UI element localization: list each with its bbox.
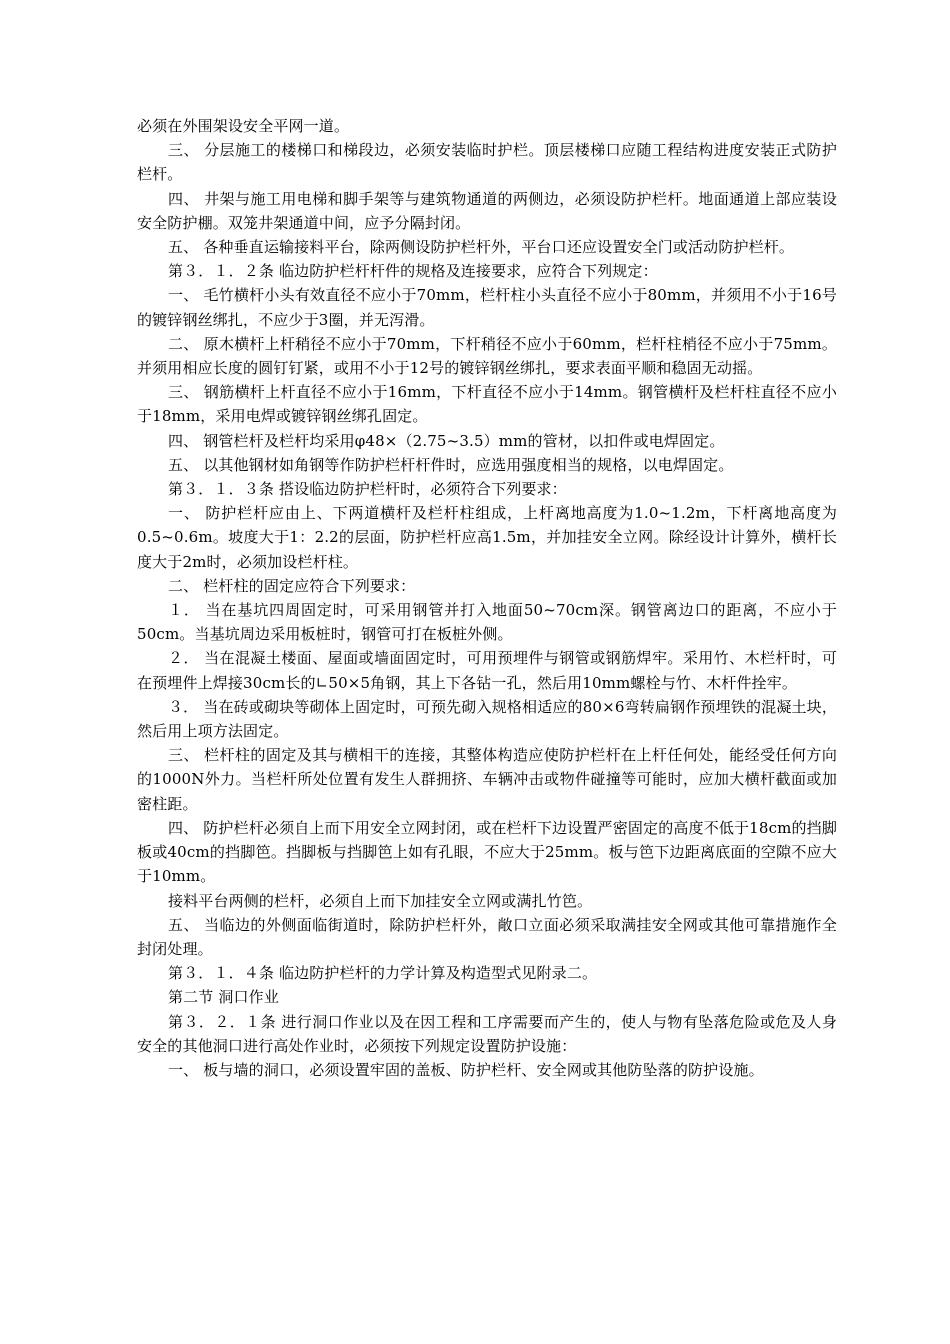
section-heading: 第二节 洞口作业 bbox=[168, 988, 279, 1007]
clause-heading: 第３．２．１条 进行洞口作业以及在因工程和工序需要而产生的，使人与物有坠落危险或危及人身安全的其他洞口进行高处作业时，必须按下列规定设置防护设施： bbox=[137, 1012, 837, 1055]
paragraph: １． 当在基坑四周固定时，可采用钢管并打入地面50~70cm深。钢管离边口的距离，不应小于50cm。当基坑周边采用板桩时，钢管可打在板桩外侧。 bbox=[137, 601, 837, 644]
paragraph: ２． 当在混凝土楼面、屋面或墙面固定时，可用预埋件与钢管或钢筋焊牢。采用竹、木栏杆时，可在预埋件上焊接30cm长的∟50×5角钢，其上下各钻一孔，然后用10mm螺栓与竹、木杆件拴牢。 bbox=[137, 649, 837, 692]
paragraph: 四、 钢管栏杆及栏杆均采用φ48×（2.75~3.5）mm的管材，以扣件或电焊固定。 bbox=[168, 431, 725, 450]
document-body bbox=[137, 114, 837, 1082]
clause-heading: 第３．１．４条 临边防护栏杆的力学计算及构造型式见附录二。 bbox=[168, 964, 598, 983]
clause-heading: 第３．１．２条 临边防护栏杆杆件的规格及连接要求，应符合下列规定： bbox=[168, 262, 658, 281]
clause-heading: 第３．１．３条 搭设临边防护栏杆时，必须符合下列要求： bbox=[168, 480, 567, 499]
paragraph: 四、 井架与施工用电梯和脚手架等与建筑物通道的两侧边，必须设防护栏杆。地面通道上部应装设安全防护棚。双笼井架通道中间，应予分隔封闭。 bbox=[137, 189, 837, 232]
paragraph: 一、 毛竹横杆小头有效直径不应小于70mm，栏杆柱小头直径不应小于80mm，并须用不小于16号的镀锌钢丝绑扎，不应少于3圈，并无泻滑。 bbox=[137, 286, 837, 329]
paragraph: 三、 栏杆柱的固定及其与横相干的连接，其整体构造应使防护栏杆在上杆任何处，能经受任何方向的1000N外力。当栏杆所处位置有发生人群拥挤、车辆冲击或物件碰撞等可能时，应加大横杆截面或加密柱距。 bbox=[137, 746, 837, 813]
paragraph: 二、 原木横杆上杆稍径不应小于70mm，下杆稍径不应小于60mm，栏杆柱梢径不应小于75mm。并须用相应长度的圆钉钉紧，或用不小于12号的镀锌钢丝绑扎，要求表面平顺和稳固无动摇。 bbox=[137, 334, 837, 378]
paragraph: 五、 以其他钢材如角钢等作防护栏杆杆件时，应选用强度相当的规格，以电焊固定。 bbox=[168, 455, 734, 474]
paragraph: 三、 钢筋横杆上杆直径不应小于16mm，下杆直径不应小于14mm。钢管横杆及栏杆柱直径不应小于18mm，采用电焊或镀锌钢丝绑孔固定。 bbox=[137, 383, 837, 426]
paragraph: 三、 分层施工的楼梯口和梯段边，必须安装临时护栏。顶层楼梯口应随工程结构进度安装正式防护栏杆。 bbox=[137, 141, 837, 184]
paragraph: 一、 防护栏杆应由上、下两道横杆及栏杆柱组成，上杆离地高度为1.0~1.2m，下杆离地高度为0.5~0.6m。坡度大于1：2.2的层面，防护栏杆应高1.5m，并加挂安全立网。除经设计计算外，横杆长度大于2m时，必须加设栏杆柱。 bbox=[137, 504, 837, 571]
paragraph: ３． 当在砖或砌块等砌体上固定时，可预先砌入规格相适应的80×6弯转扁钢作预埋铁的混凝土块，然后用上项方法固定。 bbox=[137, 697, 837, 741]
paragraph: 五、 各种垂直运输接料平台，除两侧设防护栏杆外，平台口还应设置安全门或活动防护栏杆。 bbox=[168, 238, 795, 257]
paragraph: 一、 板与墙的洞口，必须设置牢固的盖板、防护栏杆、安全网或其他防坠落的防护设施。 bbox=[168, 1060, 764, 1079]
paragraph: 五、 当临边的外侧面临街道时，除防护栏杆外，敞口立面必须采取满挂安全网或其他可靠措施作全封闭处理。 bbox=[137, 915, 837, 958]
paragraph: 二、 栏杆柱的固定应符合下列要求： bbox=[168, 576, 416, 595]
paragraph: 必须在外围架设安全平网一道。 bbox=[137, 117, 350, 135]
paragraph: 接料平台两侧的栏杆，必须自上而下加挂安全立网或满扎竹笆。 bbox=[168, 891, 593, 910]
paragraph: 四、 防护栏杆必须自上而下用安全立网封闭，或在栏杆下边设置严密固定的高度不低于18cm的挡脚板或40cm的挡脚笆。挡脚板与挡脚笆上如有孔眼，不应大于25mm。板与笆下边距离底面的空隙不应大于10mm。 bbox=[137, 818, 837, 886]
